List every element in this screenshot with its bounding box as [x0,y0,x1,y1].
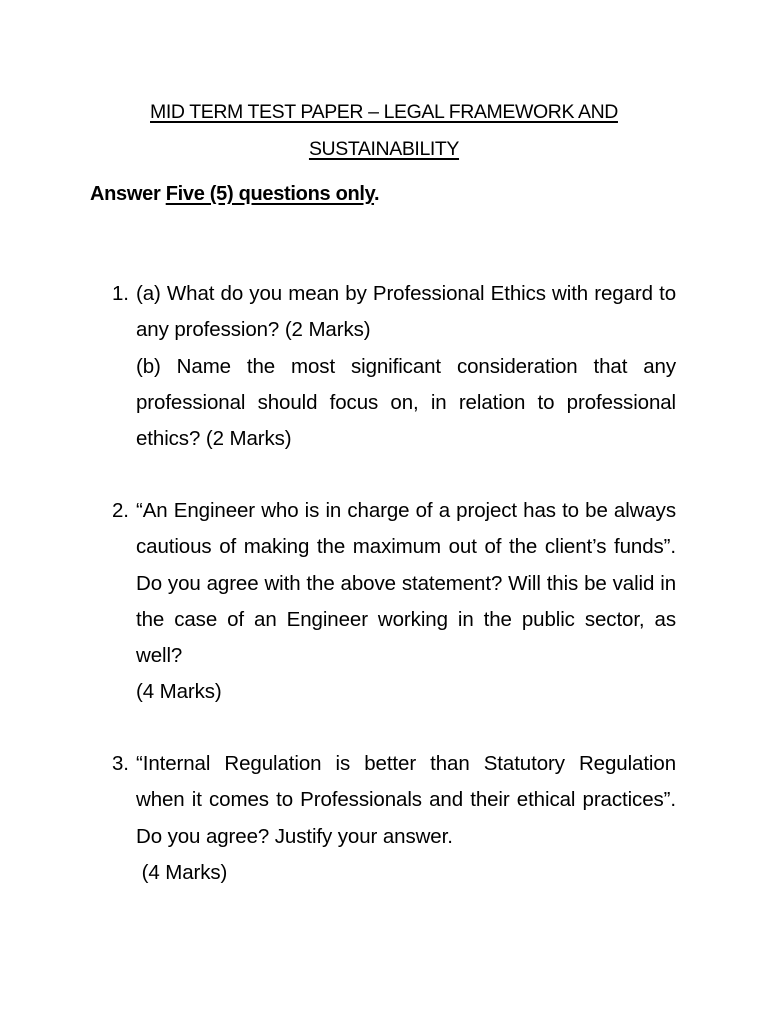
question-3 [112,746,676,891]
title-line-2: SUSTAINABILITY [308,138,460,160]
question-marks: (4 Marks) [136,680,222,704]
instruction-line [90,178,379,210]
page-title [100,94,668,168]
question-2 [112,493,676,711]
instruction-emphasis: Five (5) questions only [165,183,375,205]
question-part-b: (b) Name the most significant consideration that any professional should focus on, in relation to professional ethics? (2 Marks) [136,354,676,451]
question-number: 2. [112,499,129,522]
instruction-suffix: . [374,183,380,205]
title-line-1: MID TERM TEST PAPER – LEGAL FRAMEWORK AND [150,101,618,123]
question-body [136,746,676,891]
question-body [136,276,676,457]
question-marks: (4 Marks) [136,860,228,884]
question-text: “Internal Regulation is better than Statutory Regulation when it comes to Professionals and their ethical practices”. Do you agree? Justify your answer. [136,752,676,848]
question-body [136,493,676,711]
question-number: 1. [112,282,129,305]
question-text: “An Engineer who is in charge of a project has to be always cautious of making the maximum out of the client’s funds”. Do you agree with the above statement? Will this be valid in the case of an Engineer working in the public sector, as well? [136,499,676,668]
question-number: 3. [112,752,129,775]
instruction-prefix: Answer [90,183,166,205]
question-1 [112,276,676,457]
question-part-a: (a) What do you mean by Professional Ethics with regard to any profession? (2 Marks) [136,282,676,342]
